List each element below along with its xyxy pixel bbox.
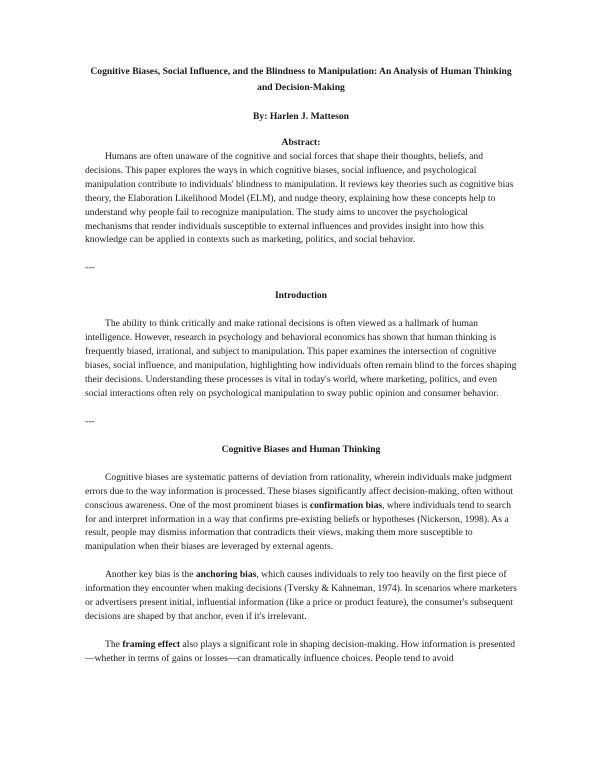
section-separator: ---: [85, 415, 95, 427]
abstract-text: Humans are often unaware of the cognitive and social forces that shape their thoughts, beliefs, and decisions. This paper explores the ways in which cognitive biases, social influence, and psychological manipulation contribute to individuals' blindness to manipulation. It reviews key theories such as cognitive bias theory, the Elaboration Likelihood Model (ELM), and nudge theory, explaining how these concepts help to understand why people fail to recognize manipulation. The study aims to uncover the psychological mechanisms that render individuals susceptible to external influences and provides insight into how this knowledge can be applied in contexts such as marketing, politics, and social behavior.: [85, 151, 514, 246]
term-framing-effect: framing effect: [122, 638, 181, 650]
introduction-text: The ability to think critically and make rational decisions is often viewed as a hallmark of human intelligence. However, research in psychology and behavioral economics has shown that human thinking is frequently biased, irrational, and subject to manipulation. This paper examines the intersection of cognitive biases, social influence, and manipulation, highlighting how individuals often remain blind to the forces shaping their decisions. Understanding these processes is vital in today's world, where marketing, politics, and even social interactions often rely on psychological manipulation to sway public opinion and consumer behavior.: [85, 318, 517, 399]
paper-page: [85, 64, 517, 666]
abstract-heading: Abstract:: [281, 137, 321, 148]
cognitive-biases-paragraph-2: Another key bias is the anchoring bias, which causes individuals to rely too heavily on the first piece of information they encounter when making decisions (Tversky & Kahneman, 1974). In scenarios where marketers or advertisers present initial, influential information (like a price or product feature), the consumer's subsequent decisions are shaped by that anchor, even if it's irrelevant.: [85, 569, 517, 622]
paper-title: Cognitive Biases, Social Influence, and the Blindness to Manipulation: An Analysis of Human Thinking and Decision-Making: [90, 66, 512, 93]
section-separator: ---: [85, 262, 95, 274]
introduction-heading: Introduction: [274, 290, 328, 302]
cognitive-biases-paragraph-3: The framing effect also plays a significant role in shaping decision-making. How information is presented—whether in terms of gains or losses—can dramatically influence choices. People tend to avoid: [85, 638, 516, 664]
cognitive-biases-paragraph-1: Cognitive biases are systematic patterns of deviation from rationality, wherein individuals make judgment errors due to the way information is processed. These biases significantly affect decision-making, often without conscious awareness. One of the most prominent biases is confirmation bias, where individuals tend to search for and interpret information in a way that confirms pre-existing beliefs or hypotheses (Nickerson, 1998). As a result, people may dismiss information that contradicts their views, making them more susceptible to manipulation when their biases are leveraged by external agents.: [85, 471, 514, 553]
cognitive-biases-heading: Cognitive Biases and Human Thinking: [221, 443, 381, 455]
term-confirmation-bias: confirmation bias: [309, 499, 383, 511]
author-byline: By: Harlen J. Matteson: [253, 111, 349, 122]
term-anchoring-bias: anchoring bias: [195, 569, 257, 581]
